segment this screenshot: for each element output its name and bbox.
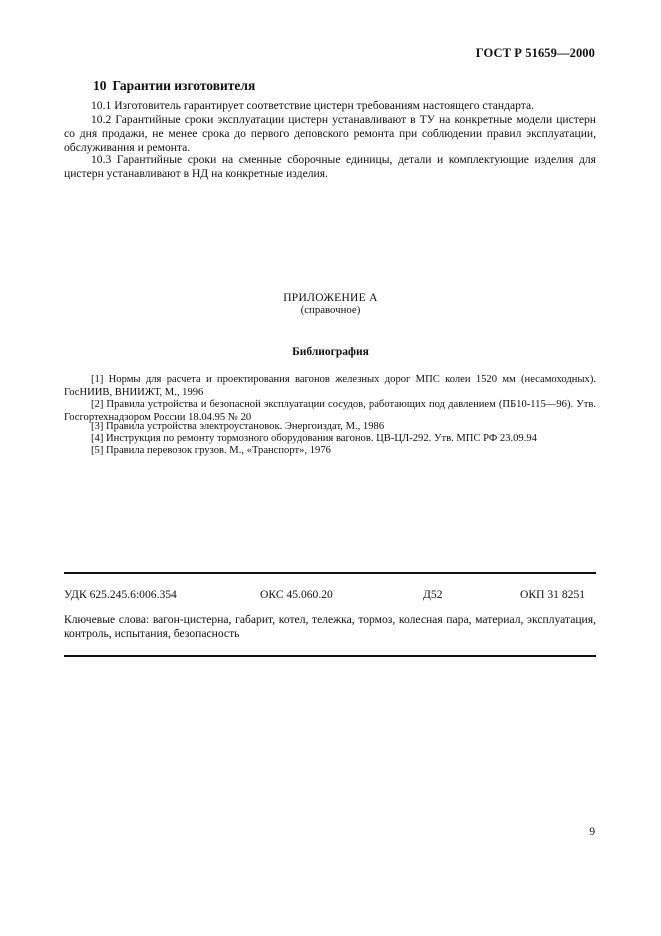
clause-10-1: 10.1 Изготовитель гарантирует соответствие цистерн требованиям настоящего стандарта. [91,99,535,112]
bibliography-item-2: [2] Правила устройства и безопасной эксплуатации сосудов, работающих под давлением (ПБ10-115—96). Утв. Госгортехнадзором России 18.04.95 № 20 [64,399,596,423]
bibliography-item-4: [4] Инструкция по ремонту тормозного оборудования вагонов. ЦВ-ЦЛ-292. Утв. МПС РФ 23.09.94 [91,433,537,444]
clause-10-2: 10.2 Гарантийные сроки эксплуатации цистерн устанавливают в ТУ на конкретные модели цистерн со дня продажи, не менее срока до первого деповского ремонта при соблюдении правил эксплуатации, обслуживания и ремонта. [64,113,596,154]
okp-code: ОКП 31 8251 [520,588,586,601]
document-code: ГОСТ Р 51659—2000 [475,46,595,60]
keywords: Ключевые слова: вагон-цистерна, габарит, котел, тележка, тормоз, колесная пара, материал, эксплуатация, контроль, испытания, безопасность [64,613,596,640]
appendix-title: ПРИЛОЖЕНИЕ А [283,292,378,304]
udk-code: УДК 625.245.6:006.354 [64,588,177,601]
section-number: 10 [93,78,107,93]
bibliography-item-3: [3] Правила устройства электроустановок. Энергоиздат, М., 1986 [91,421,385,432]
oks-code: ОКС 45.060.20 [260,588,333,601]
group-code: Д52 [423,588,443,601]
appendix-subtitle: (справочное) [300,304,361,316]
section-title: Гарантии изготовителя [112,78,256,93]
divider-bottom [64,655,596,657]
bibliography-title: Библиография [292,346,369,358]
bibliography-item-1: [1] Нормы для расчета и проектирования вагонов железных дорог МПС колеи 1520 мм (несамоходных). ГосНИИВ, ВНИИЖТ, М., 1996 [64,374,596,398]
divider-top [64,572,596,574]
section-heading [93,78,255,94]
clause-10-3: 10.3 Гарантийные сроки на сменные сборочные единицы, детали и комплектующие изделия для цистерн устанавливают в НД на конкретные изделия. [64,153,596,180]
page-number: 9 [589,825,595,838]
bibliography-item-5: [5] Правила перевозок грузов. М., «Транспорт», 1976 [91,445,331,456]
